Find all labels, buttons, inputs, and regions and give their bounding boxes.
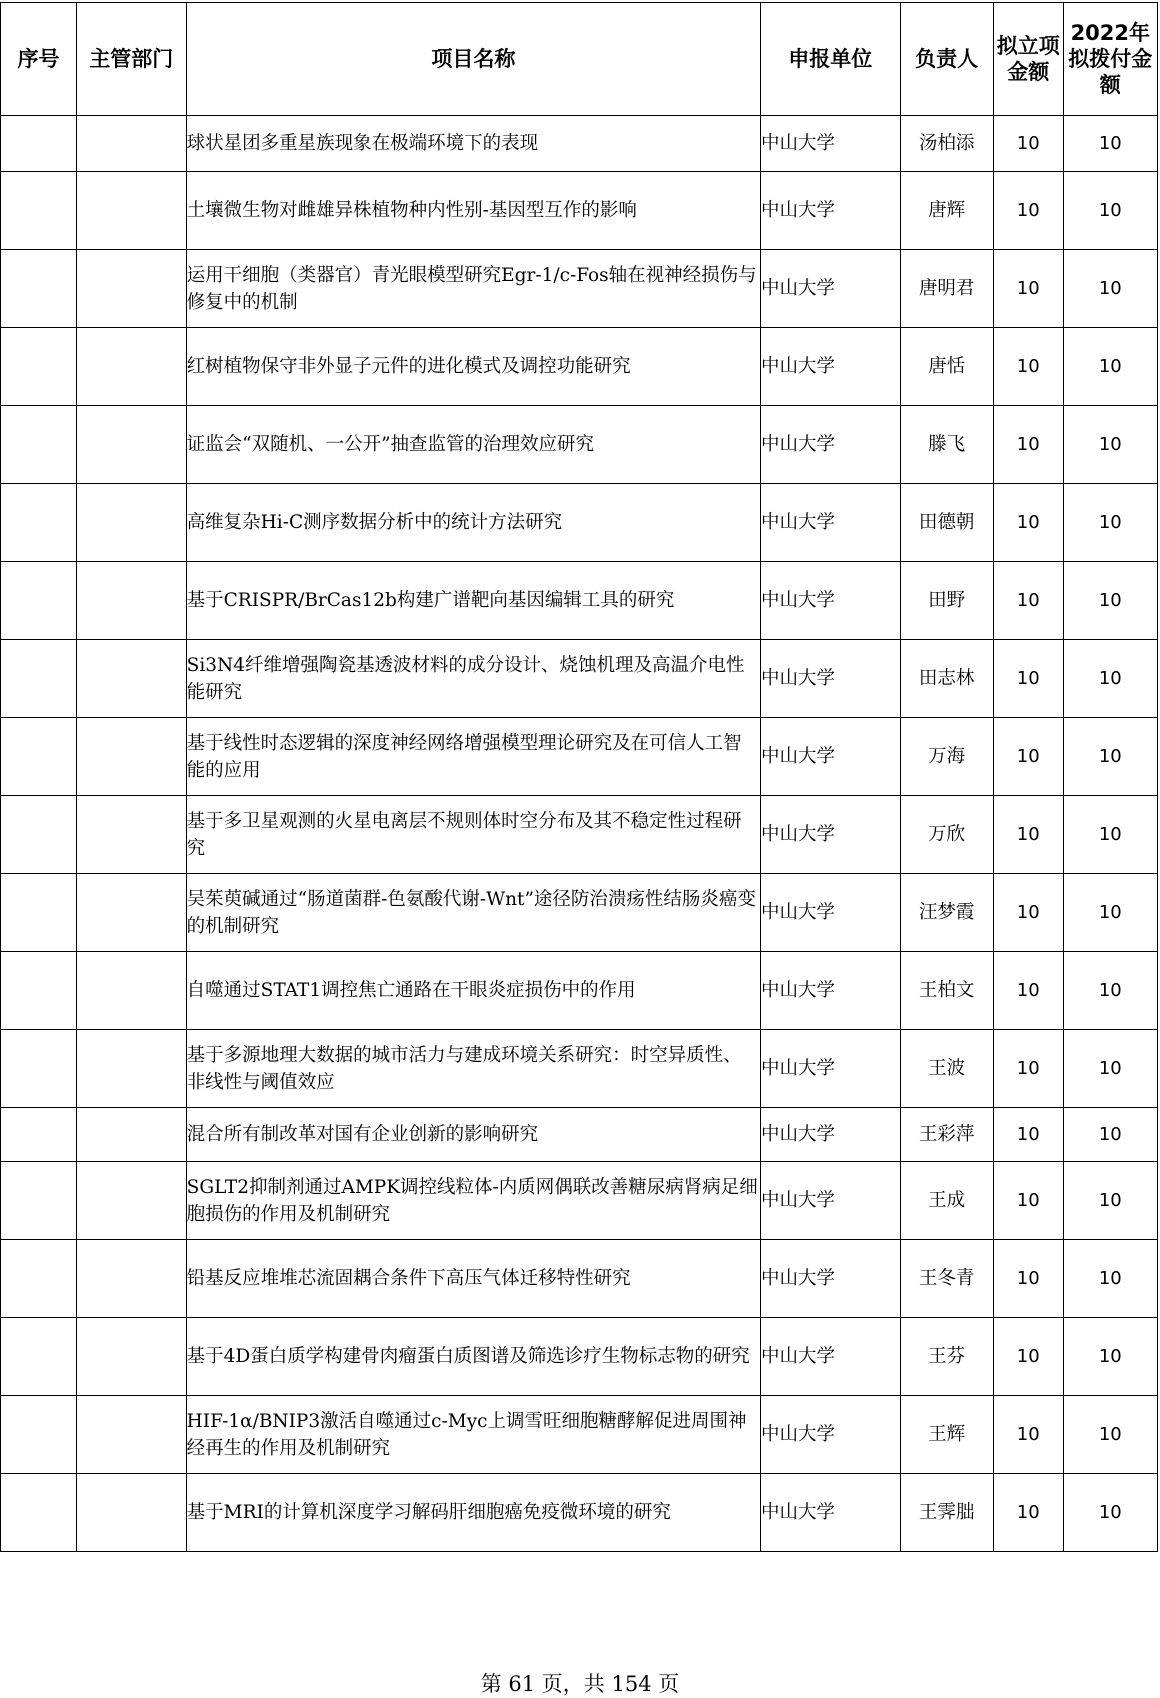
cell-person: 汤柏添: [900, 116, 993, 172]
cell-person: 田德朝: [900, 484, 993, 562]
table-row: [1, 1474, 1158, 1552]
cell-dept: [76, 874, 186, 952]
cell-person: 唐辉: [900, 172, 993, 250]
cell-paid-amount: 10: [1063, 1318, 1157, 1396]
cell-seq: [1, 796, 77, 874]
cell-project-name: SGLT2抑制剂通过AMPK调控线粒体-内质网偶联改善糖尿病肾病足细胞损伤的作用及机制研究: [186, 1162, 760, 1240]
page-number: 第 61 页，共 154 页: [480, 1672, 680, 1696]
cell-dept: [76, 1318, 186, 1396]
cell-approved-amount: 10: [993, 1318, 1063, 1396]
table-row: [1, 116, 1158, 172]
cell-project-name: 基于多源地理大数据的城市活力与建成环境关系研究：时空异质性、非线性与阈值效应: [186, 1030, 760, 1108]
cell-project-name: 基于CRISPR/BrCas12b构建广谱靶向基因编辑工具的研究: [186, 562, 760, 640]
cell-paid-amount: 10: [1063, 172, 1157, 250]
table-row: [1, 1240, 1158, 1318]
cell-unit: 中山大学: [761, 640, 900, 718]
cell-dept: [76, 796, 186, 874]
cell-seq: [1, 250, 77, 328]
table-row: [1, 718, 1158, 796]
cell-unit: 中山大学: [761, 1030, 900, 1108]
cell-project-name: 证监会“双随机、一公开”抽查监管的治理效应研究: [186, 406, 760, 484]
cell-seq: [1, 328, 77, 406]
cell-approved-amount: 10: [993, 1030, 1063, 1108]
cell-approved-amount: 10: [993, 328, 1063, 406]
cell-project-name: 红树植物保守非外显子元件的进化模式及调控功能研究: [186, 328, 760, 406]
cell-paid-amount: 10: [1063, 640, 1157, 718]
cell-seq: [1, 640, 77, 718]
table-row: [1, 562, 1158, 640]
cell-project-name: 土壤微生物对雌雄异株植物种内性别-基因型互作的影响: [186, 172, 760, 250]
cell-person: 万欣: [900, 796, 993, 874]
cell-paid-amount: 10: [1063, 1108, 1157, 1162]
cell-paid-amount: 10: [1063, 1474, 1157, 1552]
header-dept: 主管部门: [76, 3, 186, 116]
cell-unit: 中山大学: [761, 116, 900, 172]
cell-unit: 中山大学: [761, 1396, 900, 1474]
cell-seq: [1, 1030, 77, 1108]
cell-seq: [1, 172, 77, 250]
cell-paid-amount: 10: [1063, 1162, 1157, 1240]
table-row: [1, 328, 1158, 406]
cell-unit: 中山大学: [761, 562, 900, 640]
cell-person: 王霁朏: [900, 1474, 993, 1552]
header-unit: 申报单位: [761, 3, 900, 116]
table-row: [1, 640, 1158, 718]
cell-dept: [76, 172, 186, 250]
cell-unit: 中山大学: [761, 328, 900, 406]
cell-person: 王芬: [900, 1318, 993, 1396]
cell-unit: 中山大学: [761, 874, 900, 952]
cell-unit: 中山大学: [761, 952, 900, 1030]
table-row: [1, 250, 1158, 328]
cell-person: 万海: [900, 718, 993, 796]
table-row: [1, 172, 1158, 250]
cell-dept: [76, 1162, 186, 1240]
cell-project-name: 基于多卫星观测的火星电离层不规则体时空分布及其不稳定性过程研究: [186, 796, 760, 874]
table-row: [1, 1108, 1158, 1162]
cell-project-name: 高维复杂Hi-C测序数据分析中的统计方法研究: [186, 484, 760, 562]
table-row: [1, 406, 1158, 484]
cell-approved-amount: 10: [993, 562, 1063, 640]
header-row: [1, 3, 1158, 116]
cell-seq: [1, 1474, 77, 1552]
cell-project-name: 铅基反应堆堆芯流固耦合条件下高压气体迁移特性研究: [186, 1240, 760, 1318]
cell-seq: [1, 1108, 77, 1162]
cell-seq: [1, 1240, 77, 1318]
cell-person: 王辉: [900, 1396, 993, 1474]
cell-unit: 中山大学: [761, 1108, 900, 1162]
cell-paid-amount: 10: [1063, 1396, 1157, 1474]
cell-seq: [1, 1162, 77, 1240]
cell-paid-amount: 10: [1063, 116, 1157, 172]
cell-seq: [1, 484, 77, 562]
cell-approved-amount: 10: [993, 1108, 1063, 1162]
table-row: [1, 952, 1158, 1030]
table-row: [1, 1396, 1158, 1474]
cell-seq: [1, 562, 77, 640]
header-name: 项目名称: [186, 3, 760, 116]
cell-person: 田野: [900, 562, 993, 640]
cell-person: 唐恬: [900, 328, 993, 406]
cell-paid-amount: 10: [1063, 328, 1157, 406]
cell-approved-amount: 10: [993, 718, 1063, 796]
table-row: [1, 484, 1158, 562]
cell-paid-amount: 10: [1063, 1240, 1157, 1318]
cell-seq: [1, 406, 77, 484]
cell-person: 王彩萍: [900, 1108, 993, 1162]
cell-approved-amount: 10: [993, 406, 1063, 484]
cell-approved-amount: 10: [993, 874, 1063, 952]
cell-unit: 中山大学: [761, 484, 900, 562]
cell-unit: 中山大学: [761, 172, 900, 250]
cell-dept: [76, 1396, 186, 1474]
cell-approved-amount: 10: [993, 952, 1063, 1030]
header-paid: 2022年拟拨付金额: [1063, 3, 1157, 116]
cell-unit: 中山大学: [761, 250, 900, 328]
cell-project-name: Si3N4纤维增强陶瓷基透波材料的成分设计、烧蚀机理及高温介电性能研究: [186, 640, 760, 718]
cell-paid-amount: 10: [1063, 484, 1157, 562]
cell-paid-amount: 10: [1063, 250, 1157, 328]
cell-approved-amount: 10: [993, 116, 1063, 172]
cell-approved-amount: 10: [993, 172, 1063, 250]
cell-unit: 中山大学: [761, 796, 900, 874]
cell-paid-amount: 10: [1063, 874, 1157, 952]
cell-dept: [76, 640, 186, 718]
cell-paid-amount: 10: [1063, 718, 1157, 796]
cell-approved-amount: 10: [993, 796, 1063, 874]
cell-seq: [1, 874, 77, 952]
cell-dept: [76, 562, 186, 640]
cell-seq: [1, 1396, 77, 1474]
cell-project-name: 球状星团多重星族现象在极端环境下的表现: [186, 116, 760, 172]
cell-dept: [76, 406, 186, 484]
cell-dept: [76, 952, 186, 1030]
cell-person: 王波: [900, 1030, 993, 1108]
cell-unit: 中山大学: [761, 1240, 900, 1318]
table-row: [1, 1162, 1158, 1240]
cell-person: 王柏文: [900, 952, 993, 1030]
cell-unit: 中山大学: [761, 406, 900, 484]
cell-unit: 中山大学: [761, 1474, 900, 1552]
cell-seq: [1, 116, 77, 172]
cell-dept: [76, 718, 186, 796]
cell-paid-amount: 10: [1063, 562, 1157, 640]
header-seq: 序号: [1, 3, 77, 116]
cell-project-name: 基于线性时态逻辑的深度神经网络增强模型理论研究及在可信人工智能的应用: [186, 718, 760, 796]
cell-approved-amount: 10: [993, 1162, 1063, 1240]
cell-person: 唐明君: [900, 250, 993, 328]
cell-dept: [76, 1474, 186, 1552]
project-table: [0, 2, 1158, 1552]
cell-approved-amount: 10: [993, 1240, 1063, 1318]
cell-unit: 中山大学: [761, 1162, 900, 1240]
cell-project-name: 吴茱萸碱通过“肠道菌群-色氨酸代谢-Wnt”途径防治溃疡性结肠炎癌变的机制研究: [186, 874, 760, 952]
cell-dept: [76, 1030, 186, 1108]
header-approved: 拟立项金额: [993, 3, 1063, 116]
cell-approved-amount: 10: [993, 484, 1063, 562]
cell-person: 田志林: [900, 640, 993, 718]
cell-project-name: 基于MRI的计算机深度学习解码肝细胞癌免疫微环境的研究: [186, 1474, 760, 1552]
cell-seq: [1, 952, 77, 1030]
cell-dept: [76, 116, 186, 172]
cell-seq: [1, 1318, 77, 1396]
cell-project-name: 自噬通过STAT1调控焦亡通路在干眼炎症损伤中的作用: [186, 952, 760, 1030]
cell-project-name: HIF-1α/BNIP3激活自噬通过c-Myc上调雪旺细胞糖酵解促进周围神经再生的作用及机制研究: [186, 1396, 760, 1474]
cell-seq: [1, 718, 77, 796]
cell-project-name: 运用干细胞（类器官）青光眼模型研究Egr-1/c-Fos轴在视神经损伤与修复中的机制: [186, 250, 760, 328]
cell-approved-amount: 10: [993, 1474, 1063, 1552]
header-person: 负责人: [900, 3, 993, 116]
cell-unit: 中山大学: [761, 1318, 900, 1396]
table-row: [1, 1318, 1158, 1396]
table-row: [1, 1030, 1158, 1108]
cell-dept: [76, 328, 186, 406]
cell-paid-amount: 10: [1063, 406, 1157, 484]
cell-dept: [76, 1240, 186, 1318]
cell-paid-amount: 10: [1063, 1030, 1157, 1108]
cell-dept: [76, 250, 186, 328]
cell-person: 王成: [900, 1162, 993, 1240]
cell-approved-amount: 10: [993, 640, 1063, 718]
cell-project-name: 混合所有制改革对国有企业创新的影响研究: [186, 1108, 760, 1162]
cell-paid-amount: 10: [1063, 796, 1157, 874]
table-row: [1, 874, 1158, 952]
table-row: [1, 796, 1158, 874]
cell-approved-amount: 10: [993, 250, 1063, 328]
cell-dept: [76, 484, 186, 562]
cell-paid-amount: 10: [1063, 952, 1157, 1030]
cell-unit: 中山大学: [761, 718, 900, 796]
cell-person: 王冬青: [900, 1240, 993, 1318]
cell-person: 滕飞: [900, 406, 993, 484]
cell-approved-amount: 10: [993, 1396, 1063, 1474]
cell-person: 汪梦霞: [900, 874, 993, 952]
cell-project-name: 基于4D蛋白质学构建骨肉瘤蛋白质图谱及筛选诊疗生物标志物的研究: [186, 1318, 760, 1396]
cell-dept: [76, 1108, 186, 1162]
